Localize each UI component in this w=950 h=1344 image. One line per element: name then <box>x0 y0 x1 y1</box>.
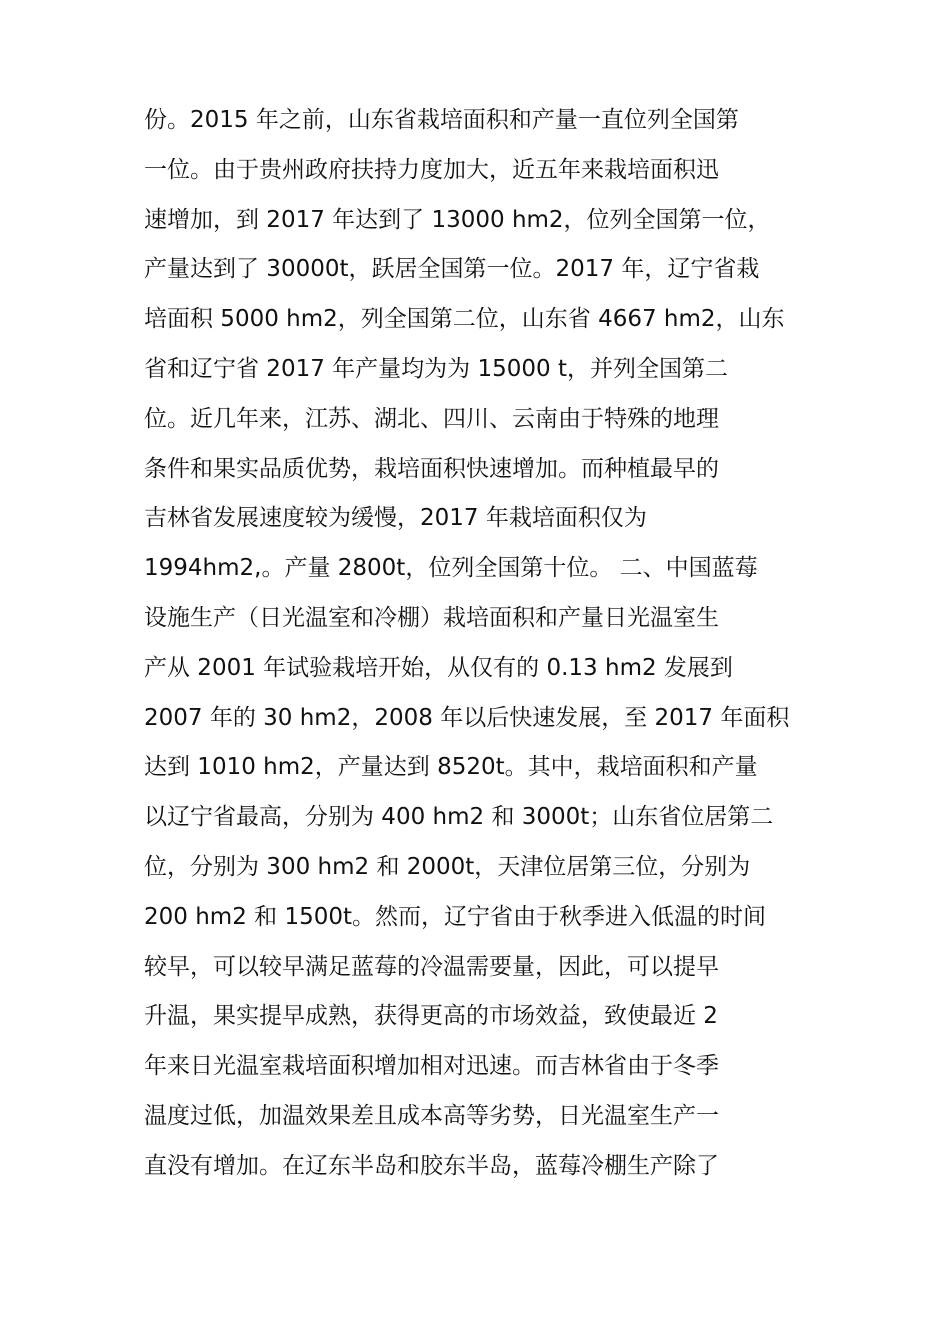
text-line: 速增加，到 2017 年达到了 13000 hm2，位列全国第一位， <box>144 206 771 233</box>
text-line: 一位。由于贵州政府扶持力度加大，近五年来栽培面积迅 <box>144 156 719 183</box>
text-line: 产从 2001 年试验栽培开始，从仅有的 0.13 hm2 发展到 <box>144 654 733 681</box>
text-line: 温度过低，加温效果差且成本高等劣势，日光温室生产一 <box>144 1102 719 1129</box>
text-line: 位。近几年来，江苏、湖北、四川、云南由于特殊的地理 <box>144 405 719 432</box>
text-line: 位，分别为 300 hm2 和 2000t，天津位居第三位，分别为 <box>144 853 751 880</box>
text-line: 1994hm2,。产量 2800t，位列全国第十位。 二、中国蓝莓 <box>144 555 758 582</box>
body-text <box>144 96 814 1192</box>
text-line: 200 hm2 和 1500t。然而，辽宁省由于秋季进入低温的时间 <box>144 903 766 930</box>
text-line: 省和辽宁省 2017 年产量均为为 15000 t，并列全国第二 <box>144 355 728 382</box>
text-line: 设施生产（日光温室和冷棚）栽培面积和产量日光温室生 <box>144 604 719 631</box>
text-line: 升温，果实提早成熟，获得更高的市场效益，致使最近 2 <box>144 1003 718 1030</box>
text-line: 以辽宁省最高，分别为 400 hm2 和 3000t；山东省位居第二 <box>144 804 774 831</box>
text-line: 培面积 5000 hm2，列全国第二位，山东省 4667 hm2，山东 <box>144 306 785 333</box>
text-line: 产量达到了 30000t，跃居全国第一位。2017 年，辽宁省栽 <box>144 256 760 283</box>
text-line: 达到 1010 hm2，产量达到 8520t。其中，栽培面积和产量 <box>144 754 758 781</box>
text-line: 条件和果实品质优势，栽培面积快速增加。而种植最早的 <box>144 455 719 482</box>
text-line: 2007 年的 30 hm2，2008 年以后快速发展，至 2017 年面积 <box>144 704 790 731</box>
text-line: 直没有增加。在辽东半岛和胶东半岛，蓝莓冷棚生产除了 <box>144 1152 719 1179</box>
text-line: 吉林省发展速度较为缓慢，2017 年栽培面积仅为 <box>144 505 647 532</box>
text-line: 较早，可以较早满足蓝莓的冷温需要量，因此，可以提早 <box>144 953 719 980</box>
text-line: 年来日光温室栽培面积增加相对迅速。而吉林省由于冬季 <box>144 1053 719 1080</box>
text-line: 份。2015 年之前，山东省栽培面积和产量一直位列全国第 <box>144 107 739 133</box>
